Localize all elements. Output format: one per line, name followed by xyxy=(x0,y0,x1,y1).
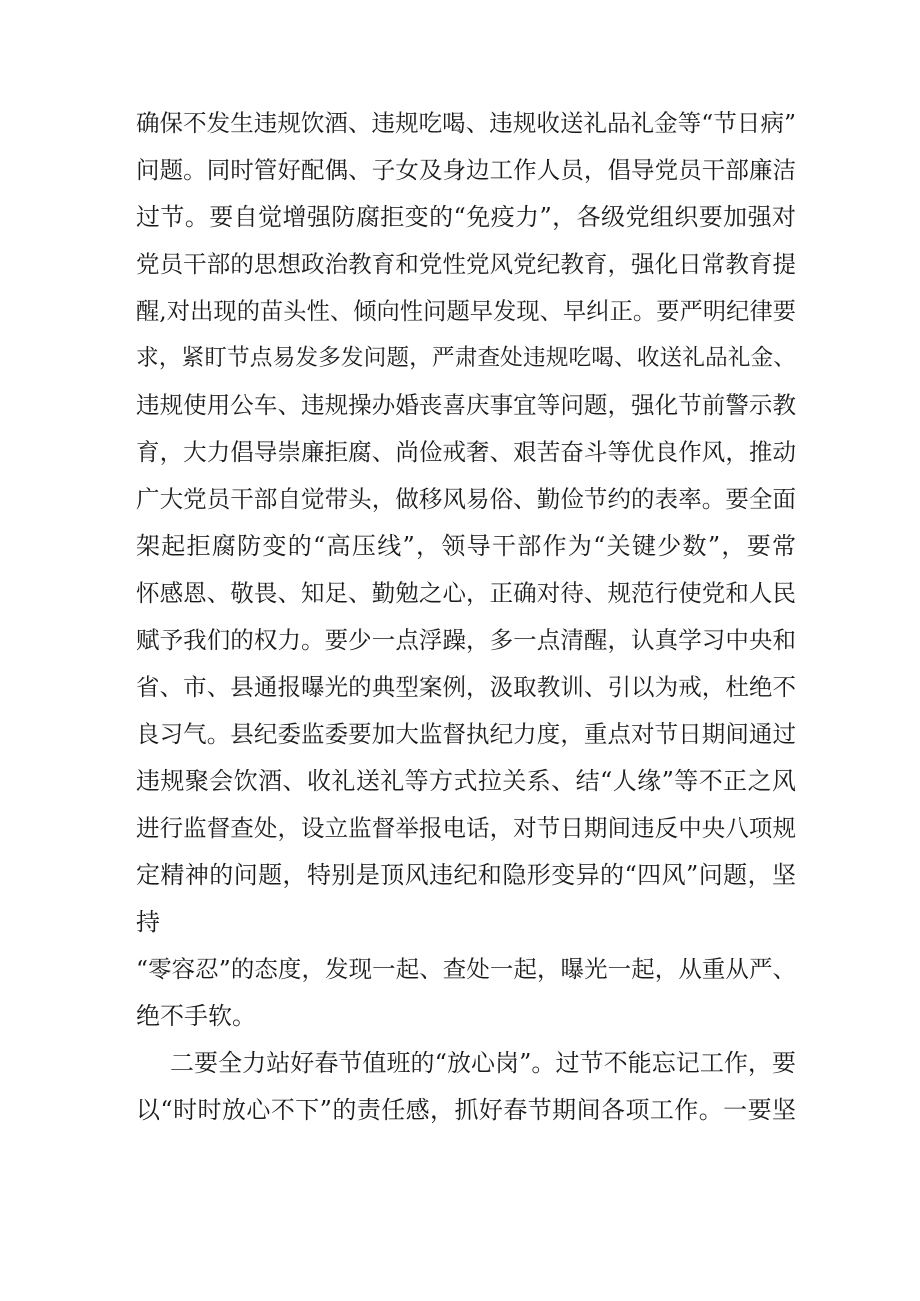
text-line: 党员干部的思想政治教育和党性党风党纪教育，强化日常教育提 xyxy=(136,250,796,278)
text-line: 过节。要自觉增强防腐拒变的“免疫力”，各级党组织要加强对 xyxy=(136,203,796,231)
text-line: 醒,对出现的苗头性、倾向性问题早发现、早纠正。要严明纪律要 xyxy=(136,298,796,325)
text-line: 怀感恩、敬畏、知足、勤勉之心，正确对待、规范行使党和人民 xyxy=(136,579,796,607)
text-line: 省、市、县通报曝光的典型案例，汲取教训、引以为戒，杜绝不 xyxy=(136,673,796,701)
text-line: 违规使用公车、违规操办婚丧喜庆事宜等问题，强化节前警示教 xyxy=(136,391,796,419)
text-line: 定精神的问题，特别是顶风违纪和隐形变异的“四风”问题，坚 xyxy=(136,861,796,889)
text-line: 确保不发生违规饮酒、违规吃喝、违规收送礼品礼金等“节日病” xyxy=(136,109,796,137)
text-line: 良习气。县纪委监委要加大监督执纪力度，重点对节日期间通过 xyxy=(136,720,796,748)
text-line: 问题。同时管好配偶、子女及身边工作人员，倡导党员干部廉洁 xyxy=(136,156,796,184)
text-line: 持 xyxy=(136,908,160,936)
text-line: 求，紧盯节点易发多发问题，严肃查处违规吃喝、收送礼品礼金、 xyxy=(136,345,796,371)
text-line: 以“时时放心不下”的责任感，抓好春节期间各项工作。一要坚 xyxy=(136,1096,796,1124)
text-line: 广大党员干部自觉带头，做移风易俗、勤俭节约的表率。要全面 xyxy=(136,485,796,513)
text-line: “零容忍”的态度，发现一起、查处一起，曝光一起，从重从严、 xyxy=(136,955,796,983)
text-line: 绝不手软。 xyxy=(136,1002,256,1030)
text-line: 进行监督查处，设立监督举报电话，对节日期间违反中央八项规 xyxy=(136,814,796,842)
text-line: 育，大力倡导崇廉拒腐、尚俭戒奢、艰苦奋斗等优良作风，推动 xyxy=(136,438,796,466)
text-line: 架起拒腐防变的“高压线”，领导干部作为“关键少数”，要常 xyxy=(136,532,796,560)
text-line: 违规聚会饮酒、收礼送礼等方式拉关系、结“人缘”等不正之风 xyxy=(136,767,796,795)
paragraph-start-line: 二要全力站好春节值班的“放心岗”。过节不能忘记工作，要 xyxy=(170,1049,796,1077)
document-body-text xyxy=(136,100,796,1134)
text-line: 赋予我们的权力。要少一点浮躁，多一点清醒，认真学习中央和 xyxy=(136,626,796,654)
